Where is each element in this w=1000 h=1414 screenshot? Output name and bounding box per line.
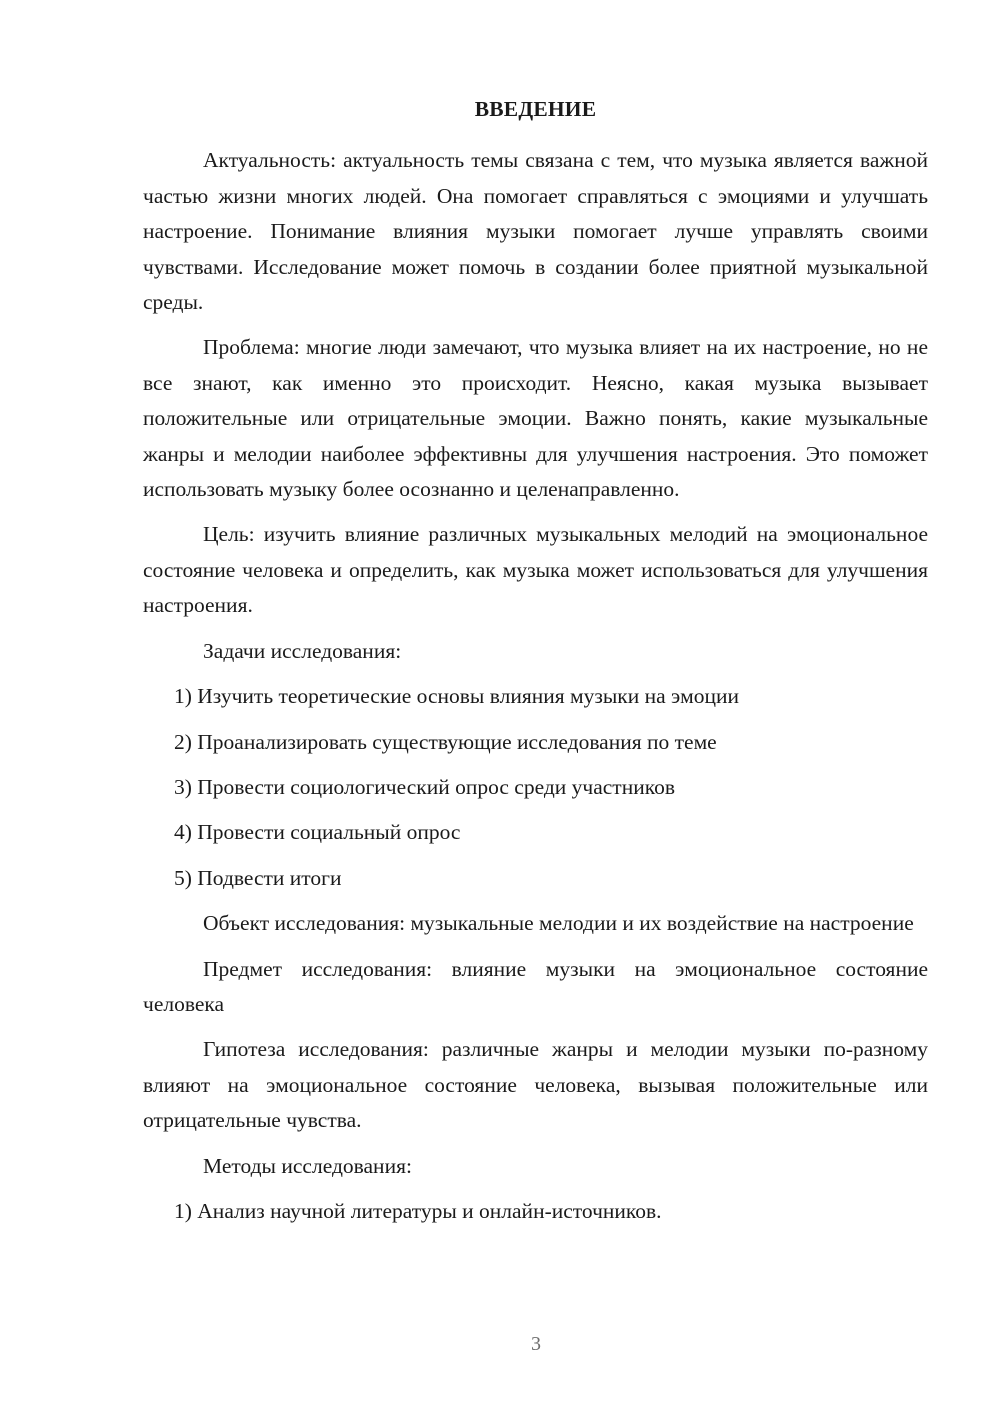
page-number: 3 (531, 1333, 541, 1355)
problem-paragraph: Проблема: многие люди замечают, что музыка влияет на их настроение, но не все знают, как именно это происходит. Неясно, какая музыка вызывает положительные или отрицательные эмоции. Важно понять, какие музыкальные жанры и мелодии наиболее эффективны для улучшения настроения. Это поможет использовать музыку более осознанно и целенаправленно. (143, 335, 928, 502)
goal-paragraph: Цель: изучить влияние различных музыкальных мелодий на эмоциональное состояние человека и определить, как музыка может использоваться для улучшения настроения. (143, 522, 928, 618)
methods-heading: Методы исследования: (203, 1153, 412, 1178)
tasks-heading: Задачи исследования: (203, 638, 402, 663)
method-item: 1) Анализ научной литературы и онлайн-источников. (174, 1198, 662, 1223)
hypothesis-paragraph: Гипотеза исследования: различные жанры и мелодии музыки по-разному влияют на эмоциональное состояние человека, вызывая положительные или отрицательные чувства. (143, 1037, 928, 1133)
section-title: ВВЕДЕНИЕ (474, 97, 597, 121)
relevance-paragraph: Актуальность: актуальность темы связана с тем, что музыка является важной частью жизни многих людей. Она помогает справляться с эмоциями и улучшать настроение. Понимание влияния музыки помогает лучше управлять своими чувствами. Исследование может помочь в создании более приятной музыкальной среды. (143, 148, 928, 315)
tasks-list (143, 679, 928, 896)
task-item: 5) Подвести итоги (174, 865, 342, 890)
subject-paragraph: Предмет исследования: влияние музыки на эмоциональное состояние человека (143, 956, 928, 1016)
object-paragraph: Объект исследования: музыкальные мелодии и их воздействие на настроение (203, 911, 914, 936)
task-item: 2) Проанализировать существующие исследования по теме (174, 729, 717, 754)
document-page (143, 92, 928, 1239)
methods-list (143, 1194, 928, 1229)
task-item: 4) Провести социальный опрос (174, 820, 461, 845)
task-item: 1) Изучить теоретические основы влияния музыки на эмоции (174, 684, 739, 709)
task-item: 3) Провести социологический опрос среди участников (174, 774, 675, 799)
